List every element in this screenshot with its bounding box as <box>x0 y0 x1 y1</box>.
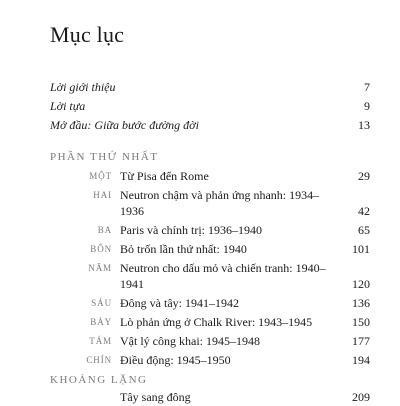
interlude-entries <box>50 387 370 406</box>
toc-entry <box>50 220 370 239</box>
chapter-label: BỐN <box>90 243 112 254</box>
chapter-title: Paris và chính trị: 1936–1940 <box>120 222 262 237</box>
page-number: 29 <box>358 168 370 183</box>
chapter-title: Vật lý công khai: 1945–1948 <box>120 333 260 348</box>
toc-entry <box>50 312 370 331</box>
toc-entry <box>50 166 370 185</box>
chapter-title: Lò phản ứng ở Chalk River: 1943–1945 <box>120 314 313 329</box>
page-title: Mục lục <box>50 22 125 47</box>
page-number: 9 <box>364 99 370 113</box>
chapter-title: Từ Pisa đến Rome <box>120 168 209 183</box>
chapter-label: MỘT <box>89 170 112 181</box>
front-matter-item <box>50 78 370 97</box>
chapter-label: NĂM <box>88 262 112 273</box>
chapter-title: Neutron cho dấu mỏ và chiến tranh: 1940–1941 <box>120 260 326 291</box>
page-number: 101 <box>352 241 370 256</box>
chapter-label: BẢY <box>90 316 112 327</box>
front-matter-title: Lời giới thiệu <box>50 80 116 94</box>
chapter-title: Tây sang đông <box>120 389 191 404</box>
toc-entry <box>50 387 370 406</box>
chapter-title: Bỏ trốn lần thứ nhất: 1940 <box>120 241 247 256</box>
front-matter-title: Lời tựa <box>50 99 86 113</box>
chapter-label: HAI <box>93 189 112 200</box>
page-number: 7 <box>364 80 370 94</box>
chapter-label: CHÍN <box>86 354 112 365</box>
toc-entry <box>50 293 370 312</box>
page-number: 177 <box>352 333 370 348</box>
section-heading-part-one: PHẦN THỨ NHẤT <box>50 151 159 163</box>
chapter-title: Điều động: 1945–1950 <box>120 352 231 367</box>
section-heading-interlude: KHOẢNG LẶNG <box>50 374 148 386</box>
part-one-entries <box>50 166 370 369</box>
toc-entry <box>50 239 370 258</box>
front-matter-list <box>50 78 370 135</box>
page-number: 150 <box>352 314 370 329</box>
toc-entry <box>50 258 370 293</box>
toc-entry <box>50 331 370 350</box>
front-matter-item <box>50 97 370 116</box>
toc-entry <box>50 350 370 369</box>
page-number: 42 <box>358 203 370 218</box>
page-number: 65 <box>358 222 370 237</box>
chapter-title: Neutron chậm và phản ứng nhanh: 1934–1936 <box>120 187 320 218</box>
toc-entry <box>50 185 370 220</box>
chapter-label: SÁU <box>91 297 112 308</box>
chapter-label: TÁM <box>89 335 112 346</box>
page-number: 194 <box>352 352 370 367</box>
front-matter-item <box>50 116 370 135</box>
page-number: 136 <box>352 295 370 310</box>
page-number: 13 <box>358 118 370 132</box>
chapter-title: Đông và tây: 1941–1942 <box>120 295 239 310</box>
front-matter-title: Mở đầu: Giữa bước đường đời <box>50 118 199 132</box>
chapter-label: BA <box>97 224 112 235</box>
page-number: 209 <box>352 389 370 404</box>
page-number: 120 <box>352 276 370 291</box>
